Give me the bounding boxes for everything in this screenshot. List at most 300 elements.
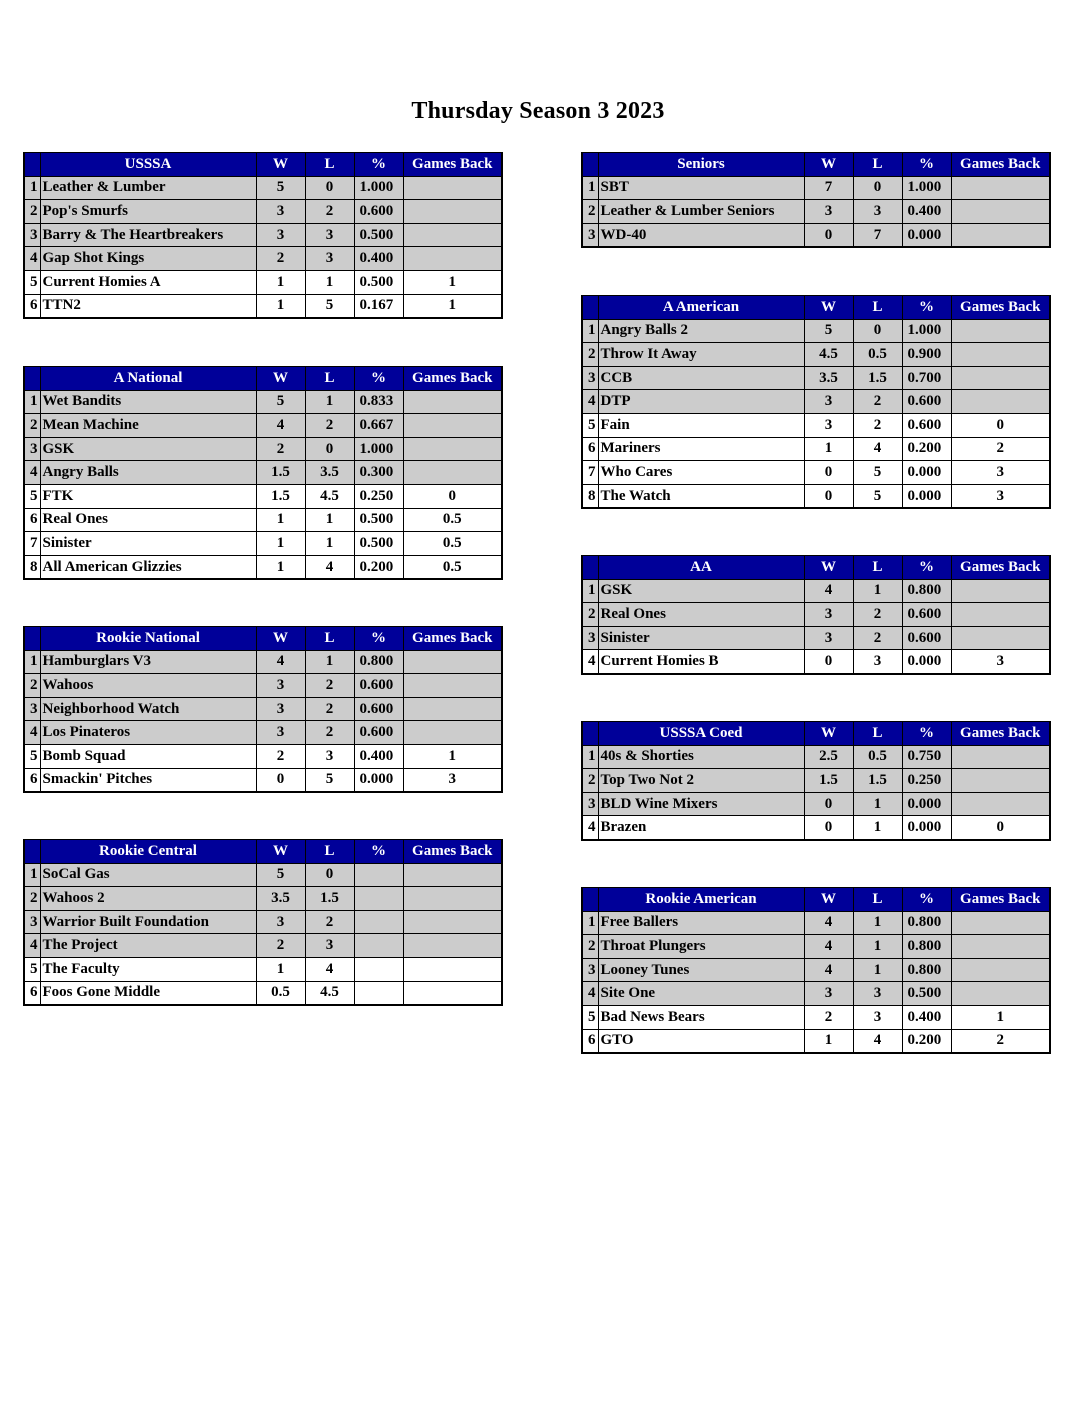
wins-cell: 4 bbox=[256, 650, 305, 674]
win-pct-cell: 0.500 bbox=[354, 508, 403, 532]
table-row bbox=[582, 437, 1050, 461]
table-row bbox=[24, 697, 502, 721]
rank-cell: 2 bbox=[24, 414, 40, 438]
column-header: W bbox=[256, 153, 305, 177]
table-row bbox=[24, 414, 502, 438]
games-back-cell: 2 bbox=[951, 437, 1050, 461]
table-row bbox=[24, 744, 502, 768]
team-name-cell: FTK bbox=[40, 484, 256, 508]
rank-cell: 7 bbox=[24, 532, 40, 556]
win-pct-cell: 0.000 bbox=[902, 484, 951, 508]
games-back-cell bbox=[403, 223, 502, 247]
games-back-cell bbox=[403, 863, 502, 887]
win-pct-cell bbox=[354, 981, 403, 1005]
table-row bbox=[582, 1005, 1050, 1029]
wins-cell: 3 bbox=[256, 223, 305, 247]
column-header: % bbox=[354, 367, 403, 391]
wins-cell: 1.5 bbox=[804, 769, 853, 793]
games-back-cell bbox=[403, 390, 502, 414]
table-row bbox=[24, 674, 502, 698]
table-row bbox=[24, 863, 502, 887]
column-header: % bbox=[902, 722, 951, 746]
table-row bbox=[24, 532, 502, 556]
losses-cell: 0.5 bbox=[853, 745, 902, 769]
wins-cell: 1 bbox=[256, 270, 305, 294]
win-pct-cell: 0.800 bbox=[354, 650, 403, 674]
table-row bbox=[582, 390, 1050, 414]
wins-cell: 0 bbox=[804, 223, 853, 247]
team-name-cell: All American Glizzies bbox=[40, 555, 256, 579]
win-pct-cell: 0.000 bbox=[902, 223, 951, 247]
losses-cell: 3 bbox=[305, 223, 354, 247]
win-pct-cell: 0.900 bbox=[902, 343, 951, 367]
win-pct-cell: 0.200 bbox=[902, 1029, 951, 1053]
rank-cell: 4 bbox=[24, 934, 40, 958]
table-row bbox=[24, 437, 502, 461]
games-back-cell bbox=[951, 626, 1050, 650]
team-name-cell: Leather & Lumber bbox=[40, 176, 256, 200]
column-header: L bbox=[305, 840, 354, 864]
games-back-cell bbox=[951, 319, 1050, 343]
games-back-cell bbox=[951, 911, 1050, 935]
losses-cell: 2 bbox=[305, 697, 354, 721]
win-pct-cell: 0.500 bbox=[902, 982, 951, 1006]
rank-cell: 1 bbox=[24, 390, 40, 414]
losses-cell: 1 bbox=[305, 508, 354, 532]
wins-cell: 4 bbox=[804, 935, 853, 959]
team-name-cell: Angry Balls 2 bbox=[598, 319, 804, 343]
games-back-cell bbox=[403, 461, 502, 485]
wins-cell: 5 bbox=[256, 390, 305, 414]
win-pct-cell: 0.700 bbox=[902, 366, 951, 390]
division-name: USSSA Coed bbox=[598, 722, 804, 746]
team-name-cell: Warrior Built Foundation bbox=[40, 910, 256, 934]
games-back-cell bbox=[951, 745, 1050, 769]
rank-cell: 3 bbox=[582, 958, 598, 982]
team-name-cell: Real Ones bbox=[598, 603, 804, 627]
wins-cell: 5 bbox=[256, 863, 305, 887]
wins-cell: 1 bbox=[804, 437, 853, 461]
losses-cell: 1 bbox=[305, 270, 354, 294]
table-row bbox=[24, 247, 502, 271]
wins-cell: 3 bbox=[804, 982, 853, 1006]
table-row bbox=[582, 650, 1050, 674]
wins-cell: 3.5 bbox=[804, 366, 853, 390]
rank-cell: 5 bbox=[24, 744, 40, 768]
win-pct-cell: 0.600 bbox=[354, 721, 403, 745]
wins-cell: 1 bbox=[256, 555, 305, 579]
win-pct-cell: 1.000 bbox=[902, 319, 951, 343]
win-pct-cell: 0.800 bbox=[902, 579, 951, 603]
table-header-row bbox=[582, 296, 1050, 320]
rank-header bbox=[582, 888, 598, 912]
team-name-cell: Throw It Away bbox=[598, 343, 804, 367]
wins-cell: 7 bbox=[804, 176, 853, 200]
wins-cell: 0 bbox=[804, 792, 853, 816]
column-header: L bbox=[305, 627, 354, 651]
losses-cell: 0 bbox=[305, 176, 354, 200]
losses-cell: 4 bbox=[305, 957, 354, 981]
rank-cell: 2 bbox=[582, 200, 598, 224]
rank-cell: 1 bbox=[24, 176, 40, 200]
column-header: Games Back bbox=[951, 556, 1050, 580]
team-name-cell: The Faculty bbox=[40, 957, 256, 981]
win-pct-cell: 0.800 bbox=[902, 935, 951, 959]
table-row bbox=[582, 982, 1050, 1006]
games-back-cell bbox=[403, 887, 502, 911]
column-header: W bbox=[256, 627, 305, 651]
rank-cell: 1 bbox=[582, 745, 598, 769]
games-back-cell: 1 bbox=[951, 1005, 1050, 1029]
team-name-cell: Bomb Squad bbox=[40, 744, 256, 768]
table-row bbox=[582, 200, 1050, 224]
team-name-cell: GSK bbox=[598, 579, 804, 603]
table-row bbox=[24, 957, 502, 981]
wins-cell: 2 bbox=[256, 247, 305, 271]
table-row bbox=[24, 981, 502, 1005]
team-name-cell: Looney Tunes bbox=[598, 958, 804, 982]
losses-cell: 3 bbox=[305, 247, 354, 271]
table-row bbox=[24, 176, 502, 200]
wins-cell: 1 bbox=[804, 1029, 853, 1053]
win-pct-cell: 0.600 bbox=[354, 697, 403, 721]
games-back-cell bbox=[403, 934, 502, 958]
team-name-cell: Leather & Lumber Seniors bbox=[598, 200, 804, 224]
losses-cell: 1 bbox=[853, 911, 902, 935]
losses-cell: 3 bbox=[853, 200, 902, 224]
win-pct-cell: 0.167 bbox=[354, 294, 403, 318]
rank-cell: 5 bbox=[24, 270, 40, 294]
rank-cell: 1 bbox=[582, 176, 598, 200]
table-row bbox=[582, 958, 1050, 982]
team-name-cell: Gap Shot Kings bbox=[40, 247, 256, 271]
rank-cell: 3 bbox=[24, 910, 40, 934]
column-header: Games Back bbox=[403, 840, 502, 864]
table-row bbox=[24, 484, 502, 508]
team-name-cell: Free Ballers bbox=[598, 911, 804, 935]
team-name-cell: Bad News Bears bbox=[598, 1005, 804, 1029]
win-pct-cell bbox=[354, 934, 403, 958]
wins-cell: 3 bbox=[804, 626, 853, 650]
games-back-cell bbox=[403, 437, 502, 461]
win-pct-cell: 0.600 bbox=[902, 603, 951, 627]
column-header: Games Back bbox=[951, 296, 1050, 320]
wins-cell: 2 bbox=[256, 744, 305, 768]
team-name-cell: CCB bbox=[598, 366, 804, 390]
wins-cell: 3 bbox=[256, 910, 305, 934]
win-pct-cell bbox=[354, 957, 403, 981]
table-row bbox=[582, 413, 1050, 437]
table-row bbox=[582, 935, 1050, 959]
division-name: A American bbox=[598, 296, 804, 320]
wins-cell: 4.5 bbox=[804, 343, 853, 367]
standings-table-a-american bbox=[581, 295, 1051, 509]
games-back-cell bbox=[951, 603, 1050, 627]
table-row bbox=[24, 768, 502, 792]
table-header-row bbox=[582, 888, 1050, 912]
table-row bbox=[582, 366, 1050, 390]
table-row bbox=[24, 934, 502, 958]
team-name-cell: 40s & Shorties bbox=[598, 745, 804, 769]
column-header: L bbox=[305, 153, 354, 177]
table-header-row bbox=[582, 556, 1050, 580]
team-name-cell: Wet Bandits bbox=[40, 390, 256, 414]
wins-cell: 4 bbox=[804, 958, 853, 982]
win-pct-cell: 0.200 bbox=[902, 437, 951, 461]
rank-header bbox=[582, 556, 598, 580]
win-pct-cell: 0.250 bbox=[354, 484, 403, 508]
table-row bbox=[582, 603, 1050, 627]
standings-table-usssa bbox=[23, 152, 503, 319]
win-pct-cell: 0.300 bbox=[354, 461, 403, 485]
win-pct-cell: 0.400 bbox=[354, 247, 403, 271]
rank-cell: 5 bbox=[24, 484, 40, 508]
losses-cell: 1.5 bbox=[305, 887, 354, 911]
games-back-cell bbox=[403, 674, 502, 698]
losses-cell: 4 bbox=[853, 437, 902, 461]
table-row bbox=[582, 816, 1050, 840]
rank-cell: 8 bbox=[582, 484, 598, 508]
games-back-cell: 3 bbox=[403, 768, 502, 792]
column-header: % bbox=[354, 627, 403, 651]
rank-cell: 6 bbox=[582, 1029, 598, 1053]
rank-header bbox=[24, 840, 40, 864]
rank-cell: 4 bbox=[24, 721, 40, 745]
losses-cell: 1 bbox=[305, 390, 354, 414]
games-back-cell bbox=[403, 414, 502, 438]
losses-cell: 2 bbox=[853, 626, 902, 650]
losses-cell: 4 bbox=[853, 1029, 902, 1053]
losses-cell: 3 bbox=[305, 934, 354, 958]
team-name-cell: The Watch bbox=[598, 484, 804, 508]
losses-cell: 0.5 bbox=[853, 343, 902, 367]
rank-header bbox=[24, 367, 40, 391]
win-pct-cell: 0.600 bbox=[354, 674, 403, 698]
losses-cell: 4.5 bbox=[305, 981, 354, 1005]
page-title: Thursday Season 3 2023 bbox=[411, 98, 665, 124]
rank-cell: 6 bbox=[24, 768, 40, 792]
standings-table-a-national bbox=[23, 366, 503, 580]
rank-cell: 2 bbox=[24, 674, 40, 698]
table-row bbox=[582, 319, 1050, 343]
games-back-cell bbox=[403, 650, 502, 674]
losses-cell: 5 bbox=[305, 294, 354, 318]
rank-cell: 1 bbox=[582, 319, 598, 343]
team-name-cell: Brazen bbox=[598, 816, 804, 840]
losses-cell: 5 bbox=[853, 461, 902, 485]
losses-cell: 3.5 bbox=[305, 461, 354, 485]
column-header: W bbox=[256, 840, 305, 864]
win-pct-cell: 0.600 bbox=[902, 626, 951, 650]
win-pct-cell: 0.600 bbox=[902, 413, 951, 437]
games-back-cell bbox=[951, 366, 1050, 390]
rank-cell: 7 bbox=[582, 461, 598, 485]
table-row bbox=[582, 579, 1050, 603]
team-name-cell: Mean Machine bbox=[40, 414, 256, 438]
standings-table-rookie-central bbox=[23, 839, 503, 1006]
wins-cell: 1 bbox=[256, 532, 305, 556]
losses-cell: 1 bbox=[853, 816, 902, 840]
win-pct-cell: 0.750 bbox=[902, 745, 951, 769]
column-header: Games Back bbox=[403, 627, 502, 651]
win-pct-cell: 0.400 bbox=[902, 200, 951, 224]
rank-cell: 1 bbox=[24, 863, 40, 887]
division-name: USSSA bbox=[40, 153, 256, 177]
win-pct-cell: 0.000 bbox=[902, 461, 951, 485]
rank-cell: 8 bbox=[24, 555, 40, 579]
wins-cell: 0 bbox=[256, 768, 305, 792]
table-row bbox=[582, 626, 1050, 650]
standings-table-rookie-american bbox=[581, 887, 1051, 1054]
games-back-cell bbox=[951, 343, 1050, 367]
win-pct-cell bbox=[354, 863, 403, 887]
column-header: L bbox=[853, 153, 902, 177]
table-row bbox=[24, 461, 502, 485]
wins-cell: 1 bbox=[256, 294, 305, 318]
rank-cell: 6 bbox=[582, 437, 598, 461]
table-row bbox=[582, 223, 1050, 247]
games-back-cell: 0 bbox=[951, 413, 1050, 437]
games-back-cell bbox=[951, 958, 1050, 982]
column-header: L bbox=[853, 556, 902, 580]
losses-cell: 0 bbox=[853, 319, 902, 343]
table-row bbox=[582, 911, 1050, 935]
table-row bbox=[24, 650, 502, 674]
column-header: % bbox=[902, 888, 951, 912]
team-name-cell: Fain bbox=[598, 413, 804, 437]
rank-cell: 3 bbox=[24, 437, 40, 461]
win-pct-cell bbox=[354, 887, 403, 911]
team-name-cell: Pop's Smurfs bbox=[40, 200, 256, 224]
win-pct-cell: 0.800 bbox=[902, 958, 951, 982]
column-header: W bbox=[804, 722, 853, 746]
wins-cell: 2 bbox=[256, 437, 305, 461]
win-pct-cell: 0.500 bbox=[354, 223, 403, 247]
games-back-cell bbox=[403, 910, 502, 934]
rank-cell: 2 bbox=[582, 343, 598, 367]
win-pct-cell: 0.600 bbox=[354, 200, 403, 224]
table-row bbox=[24, 270, 502, 294]
losses-cell: 2 bbox=[305, 910, 354, 934]
table-row bbox=[582, 745, 1050, 769]
wins-cell: 5 bbox=[804, 319, 853, 343]
games-back-cell bbox=[403, 981, 502, 1005]
wins-cell: 1.5 bbox=[256, 461, 305, 485]
standings-table-aa bbox=[581, 555, 1051, 675]
column-header: W bbox=[256, 367, 305, 391]
standings-table-rookie-national bbox=[23, 626, 503, 793]
wins-cell: 3 bbox=[256, 697, 305, 721]
win-pct-cell: 0.200 bbox=[354, 555, 403, 579]
standings-table-usssa-coed bbox=[581, 721, 1051, 841]
losses-cell: 1 bbox=[305, 650, 354, 674]
rank-cell: 4 bbox=[582, 390, 598, 414]
losses-cell: 3 bbox=[305, 744, 354, 768]
table-row bbox=[582, 1029, 1050, 1053]
games-back-cell: 0.5 bbox=[403, 555, 502, 579]
division-name: Seniors bbox=[598, 153, 804, 177]
win-pct-cell: 0.600 bbox=[902, 390, 951, 414]
win-pct-cell: 0.400 bbox=[354, 744, 403, 768]
table-row bbox=[582, 769, 1050, 793]
rank-cell: 6 bbox=[24, 981, 40, 1005]
rank-header bbox=[582, 296, 598, 320]
losses-cell: 1 bbox=[853, 935, 902, 959]
win-pct-cell: 1.000 bbox=[354, 437, 403, 461]
table-row bbox=[582, 792, 1050, 816]
table-header-row bbox=[24, 840, 502, 864]
games-back-cell bbox=[951, 769, 1050, 793]
rank-cell: 4 bbox=[582, 982, 598, 1006]
rank-cell: 5 bbox=[582, 413, 598, 437]
column-header: Games Back bbox=[403, 153, 502, 177]
losses-cell: 0 bbox=[305, 437, 354, 461]
team-name-cell: WD-40 bbox=[598, 223, 804, 247]
wins-cell: 1 bbox=[256, 957, 305, 981]
table-header-row bbox=[582, 722, 1050, 746]
column-header: Games Back bbox=[951, 153, 1050, 177]
column-header: W bbox=[804, 296, 853, 320]
table-row bbox=[582, 176, 1050, 200]
rank-cell: 3 bbox=[582, 366, 598, 390]
rank-cell: 5 bbox=[582, 1005, 598, 1029]
losses-cell: 1 bbox=[853, 958, 902, 982]
table-row bbox=[24, 200, 502, 224]
win-pct-cell: 0.250 bbox=[902, 769, 951, 793]
wins-cell: 4 bbox=[804, 911, 853, 935]
losses-cell: 5 bbox=[305, 768, 354, 792]
rank-cell: 1 bbox=[582, 579, 598, 603]
games-back-cell bbox=[951, 200, 1050, 224]
wins-cell: 4 bbox=[804, 579, 853, 603]
team-name-cell: Los Pinateros bbox=[40, 721, 256, 745]
win-pct-cell: 0.000 bbox=[902, 650, 951, 674]
wins-cell: 3.5 bbox=[256, 887, 305, 911]
column-header: % bbox=[902, 556, 951, 580]
table-row bbox=[24, 508, 502, 532]
losses-cell: 7 bbox=[853, 223, 902, 247]
losses-cell: 3 bbox=[853, 1005, 902, 1029]
win-pct-cell: 0.833 bbox=[354, 390, 403, 414]
win-pct-cell: 1.000 bbox=[354, 176, 403, 200]
team-name-cell: Angry Balls bbox=[40, 461, 256, 485]
losses-cell: 2 bbox=[853, 390, 902, 414]
table-row bbox=[582, 343, 1050, 367]
rank-cell: 2 bbox=[24, 200, 40, 224]
team-name-cell: GSK bbox=[40, 437, 256, 461]
column-header: W bbox=[804, 556, 853, 580]
wins-cell: 3 bbox=[804, 390, 853, 414]
rank-header bbox=[582, 153, 598, 177]
wins-cell: 4 bbox=[256, 414, 305, 438]
table-row bbox=[24, 910, 502, 934]
table-row bbox=[24, 555, 502, 579]
losses-cell: 2 bbox=[305, 200, 354, 224]
wins-cell: 1 bbox=[256, 508, 305, 532]
table-row bbox=[24, 294, 502, 318]
games-back-cell bbox=[951, 223, 1050, 247]
rank-cell: 1 bbox=[582, 911, 598, 935]
games-back-cell bbox=[951, 935, 1050, 959]
rank-cell: 6 bbox=[24, 294, 40, 318]
wins-cell: 3 bbox=[256, 674, 305, 698]
column-header: L bbox=[853, 722, 902, 746]
rank-header bbox=[24, 153, 40, 177]
division-name: AA bbox=[598, 556, 804, 580]
standings-table-seniors bbox=[581, 152, 1051, 248]
wins-cell: 2 bbox=[804, 1005, 853, 1029]
team-name-cell: Current Homies B bbox=[598, 650, 804, 674]
